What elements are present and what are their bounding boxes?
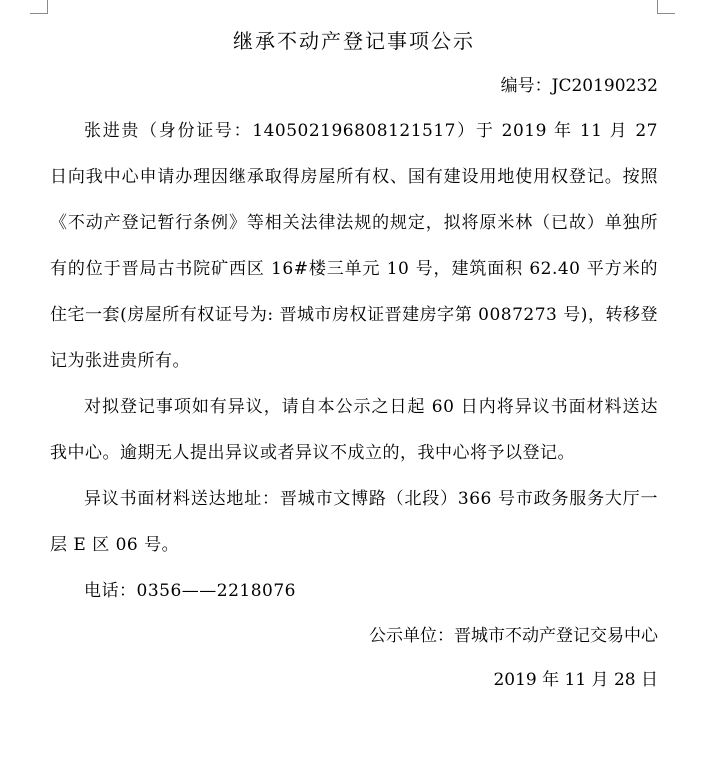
paragraph-phone: 电话：0356——2218076 bbox=[84, 581, 296, 601]
paragraph-objection: 对拟登记事项如有异议，请自本公示之日起 60 日内将异议书面材料送达我中心。逾期无人提出异议或者异议不成立的，我中心将予以登记。 bbox=[50, 397, 658, 463]
document-title: 继承不动产登记事项公示 bbox=[233, 29, 475, 53]
paragraph-application: 张进贵（身份证号：140502196808121517）于 2019 年 11 月 27 日向我中心申请办理因继承取得房屋所有权、国有建设用地使用权登记。按照《不动产登记暂行条例》等相关法律法规的规定，拟将原米林（已故）单独所有的位于晋局古书院矿西区 16#楼三单元 10 号，建筑面积 62.40 平方米的住宅一套(房屋所有权证号为: 晋城市房权证晋建房字第 0087273 号)，转移登记为张进贵所有。 bbox=[50, 121, 658, 371]
title-wrap bbox=[50, 22, 658, 62]
serial-number: 编号：JC20190232 bbox=[500, 76, 658, 96]
notice-signer: 公示单位：晋城市不动产登记交易中心 bbox=[369, 626, 658, 646]
page-corner-mark-left bbox=[30, 0, 48, 14]
page-corner-mark-right bbox=[657, 0, 675, 14]
paragraph-address: 异议书面材料送达地址：晋城市文博路（北段）366 号市政务服务大厅一层 E 区 06 号。 bbox=[50, 489, 658, 555]
notice-date: 2019 年 11 月 28 日 bbox=[493, 670, 658, 690]
document-body bbox=[50, 22, 658, 702]
